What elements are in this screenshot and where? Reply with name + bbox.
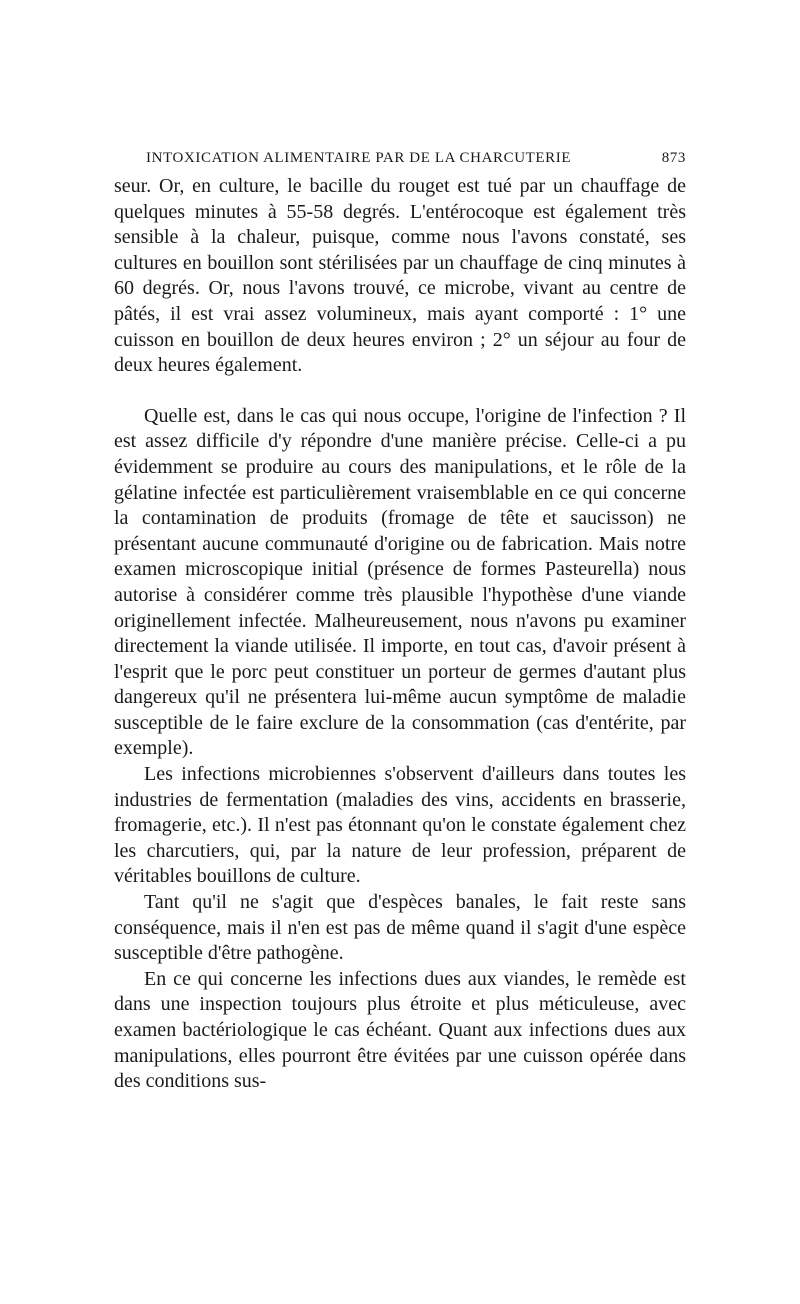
paragraph-1: seur. Or, en culture, le bacille du rouget est tué par un chauffage de quelques minutes à 55-58 degrés. L'entérocoque est également très sensible à la chaleur, puisque, comme nous l'avons constaté, ses cultures en bouillon sont stérilisées par un chauffage de cinq minutes à 60 degrés. Or, nous l'avons trouvé, ce microbe, vivant au centre de pâtés, il est vrai assez volumineux, mais ayant comporté : 1° une cuisson en bouillon de deux heures environ ; 2° un séjour au four de deux heures également. <box>114 175 686 377</box>
book-page <box>114 146 686 1095</box>
paragraph-4: Tant qu'il ne s'agit que d'espèces banales, le fait reste sans conséquence, mais il n'en est pas de même quand il s'agit d'une espèce susceptible d'être pathogène. <box>114 891 686 965</box>
paragraph-2: Quelle est, dans le cas qui nous occupe, l'origine de l'infection ? Il est assez difficile d'y répondre d'une manière précise. Celle-ci a pu évidemment se produire au cours des manipulations, et le rôle de la gélatine infectée est particulièrement vraisemblable en ce qui concerne la contamination de produits (fromage de tête et saucisson) ne présentant aucune communauté d'origine ou de fabrication. Mais notre examen microscopique initial (présence de formes Pasteurella) nous autorise à considérer comme très plausible l'hypothèse d'une viande originellement infectée. Malheureusement, nous n'avons pu examiner directement la viande utilisée. Il importe, en tout cas, d'avoir présent à l'esprit que le porc peut constituer un porteur de germes d'autant plus dangereux qu'il ne présentera lui-même aucun symptôme de maladie susceptible de le faire exclure de la consommation (cas d'entérite, par exemple). <box>114 404 686 760</box>
paragraph-5: En ce qui concerne les infections dues aux viandes, le remède est dans une inspection toujours plus étroite et plus méticuleuse, avec examen bactériologique le cas échéant. Quant aux infections dues aux manipulations, elles pourront être évitées par une cuisson opérée dans des conditions sus- <box>114 967 686 1093</box>
paragraph-3: Les infections microbiennes s'observent d'ailleurs dans toutes les industries de fermentation (maladies des vins, accidents en brasserie, fromagerie, etc.). Il n'est pas étonnant qu'on le constate également chez les charcutiers, qui, par la nature de leur profession, préparent de véritables bouillons de culture. <box>114 763 686 888</box>
body-text <box>114 174 686 1095</box>
page-number: 873 <box>661 150 686 166</box>
running-head <box>146 146 686 170</box>
running-title: INTOXICATION ALIMENTAIRE PAR DE LA CHARCUTERIE <box>146 150 572 166</box>
